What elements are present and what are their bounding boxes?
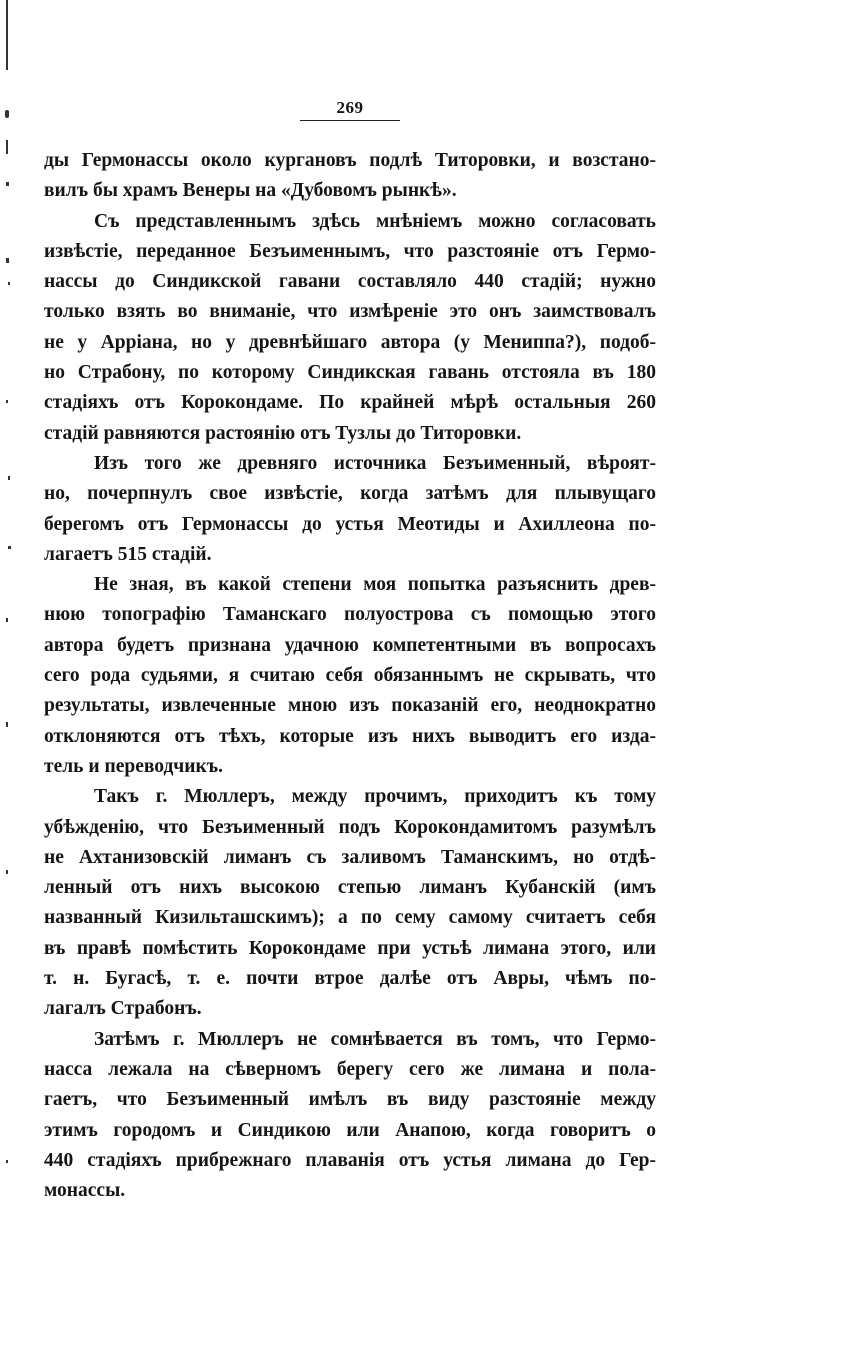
text-line: результаты, извлеченные мною изъ показаній его, неоднократно [44,695,656,717]
text-line: автора будетъ признана удачною компетентными въ вопросахъ [44,634,656,656]
margin-mark [6,258,9,263]
text-line: нассы до Синдикской гавани составляло 440 стадій; нужно [44,271,656,293]
margin-mark [6,618,8,622]
text-line: берегомъ отъ Гермонассы до устья Меотиды и Ахиллеона по- [44,513,656,535]
text-line: вилъ бы храмъ Венеры на «Дубовомъ рынкѣ». [44,180,457,202]
paragraph [44,782,656,1024]
margin-mark [5,110,9,118]
margin-mark [8,282,10,285]
text-line: Затѣмъ г. Мюллеръ не сомнѣвается въ томъ, что Гермо- [94,1028,656,1050]
text-line: Изъ того же древняго источника Безъименный, вѣроят- [94,452,656,474]
margin-mark [6,0,8,70]
text-line: сего рода судьями, я считаю себя обязаннымъ не скрывать, что [44,665,656,687]
text-line: насса лежала на сѣверномъ берегу сего же лимана и пола- [44,1058,656,1080]
text-line: стадій равняются растоянію отъ Тузлы до Титоровки. [44,422,522,444]
text-line: убѣжденію, что Безъименный подъ Корокондамитомъ разумѣлъ [44,816,656,838]
page-number-rule [300,120,400,121]
text-body [44,146,656,1206]
text-line: Съ представленнымъ здѣсь мнѣніемъ можно согласовать [94,210,656,232]
text-line: извѣстіе, переданное Безъименнымъ, что разстояніе отъ Гермо- [44,240,656,262]
page-number: 269 [336,98,364,117]
text-line: этимъ городомъ и Синдикою или Анапою, когда говоритъ о [44,1119,656,1141]
text-line: т. н. Бугасѣ, т. е. почти втрое далѣе отъ Авры, чѣмъ по- [44,968,656,990]
text-line: но Страбону, по которому Синдикская гавань отстояла въ 180 [44,362,656,384]
margin-mark [6,400,8,403]
text-line: нюю топографію Таманскаго полуострова съ помощью этого [44,604,656,626]
text-line: Не зная, въ какой степени моя попытка разъяснить древ- [94,574,656,596]
margin-mark [8,476,10,480]
text-line: только взять во вниманіе, что измѣреніе это онъ заимствовалъ [44,301,656,323]
text-line: монассы. [44,1180,126,1202]
text-line: не Ахтанизовскій лиманъ съ заливомъ Таманскимъ, но отдѣ- [44,846,656,868]
text-line: стадіяхъ отъ Корокондаме. По крайней мѣрѣ остальныя 260 [44,392,656,414]
margin-mark [6,870,8,874]
text-line: не у Арріана, но у древнѣйшаго автора (у Мениппа?), подоб- [44,331,656,353]
text-line: но, почерпнулъ свое извѣстіе, когда затѣмъ для плывущаго [44,483,656,505]
text-line: Такъ г. Мюллеръ, между прочимъ, приходитъ къ тому [94,786,656,808]
paragraph [44,146,656,207]
text-line: гаетъ, что Безъименный имѣлъ въ виду разстояніе между [44,1089,656,1111]
text-line: 440 стадіяхъ прибрежнаго плаванія отъ устья лимана до Гер- [44,1149,656,1171]
scan-margin-marks [0,0,20,1346]
text-line: въ правѣ помѣстить Корокондаме при устьѣ лимана этого, или [44,937,656,959]
text-line: лагалъ Страбонъ. [44,998,202,1020]
text-line: лагаетъ 515 стадій. [44,543,212,565]
margin-mark [6,1160,8,1163]
paragraph [44,449,656,570]
paragraph [44,207,656,449]
text-line: ленный отъ нихъ высокою степью лиманъ Кубанскій (имъ [44,877,656,899]
margin-mark [6,722,8,727]
margin-mark [6,140,8,154]
paragraph [44,1025,656,1207]
margin-mark [6,182,9,186]
text-line: отклоняются отъ тѣхъ, которые изъ нихъ выводитъ его изда- [44,725,656,747]
text-line: ды Гермонассы около кургановъ подлѣ Титоровки, и возстано- [44,150,656,171]
paragraph [44,570,656,782]
text-line: названный Кизильташскимъ); а по сему самому считаетъ себя [44,907,656,929]
margin-mark [8,546,11,549]
text-line: тель и переводчикъ. [44,755,224,777]
